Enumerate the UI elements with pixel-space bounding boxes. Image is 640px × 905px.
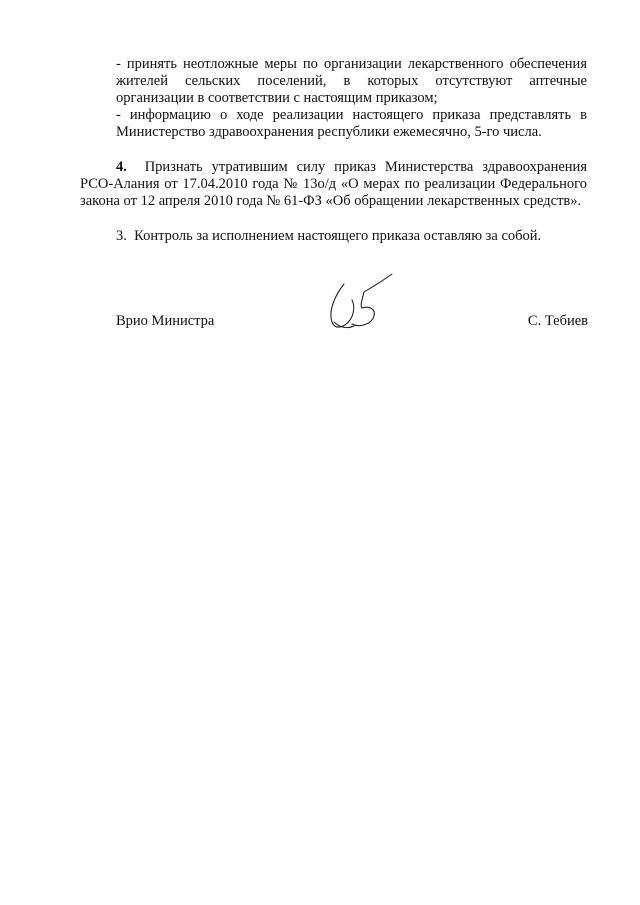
bullet-1-line-1: - принять неотложные меры по организации лекарственного обеспечения [116,56,587,72]
bullet-2-line-1: - информацию о ходе реализации настоящего приказа представлять в [116,107,587,123]
item-3-line [116,228,587,245]
bullet-1-line-2: жителей сельских поселений, в которых отсутствуют аптечные [116,73,587,89]
item-3-number: 3. [116,228,127,244]
bullet-1-line-3: организации в соответствии с настоящим приказом; [116,90,438,106]
item-4-line-3: закона от 12 апреля 2010 года № 61-ФЗ «Об обращении лекарственных средств». [80,193,582,209]
bullet-2-line-2: Министерство здравоохранения республики ежемесячно, 5-го числа. [116,124,542,140]
signatory-position: Врио Министра [116,313,215,329]
item-4-line-2: РСО-Алания от 17.04.2010 года № 13о/д «О мерах по реализации Федерального [80,176,587,192]
item-4-line-1-text: Признать утратившим силу приказ Министерства здравоохранения [144,159,587,175]
item-4-line-1 [116,159,587,176]
item-4-number: 4. [116,159,127,175]
item-3-text: Контроль за исполнением настоящего приказа оставляю за собой. [134,228,542,244]
handwritten-signature [322,270,402,340]
signatory-name: С. Тебиев [527,313,588,329]
